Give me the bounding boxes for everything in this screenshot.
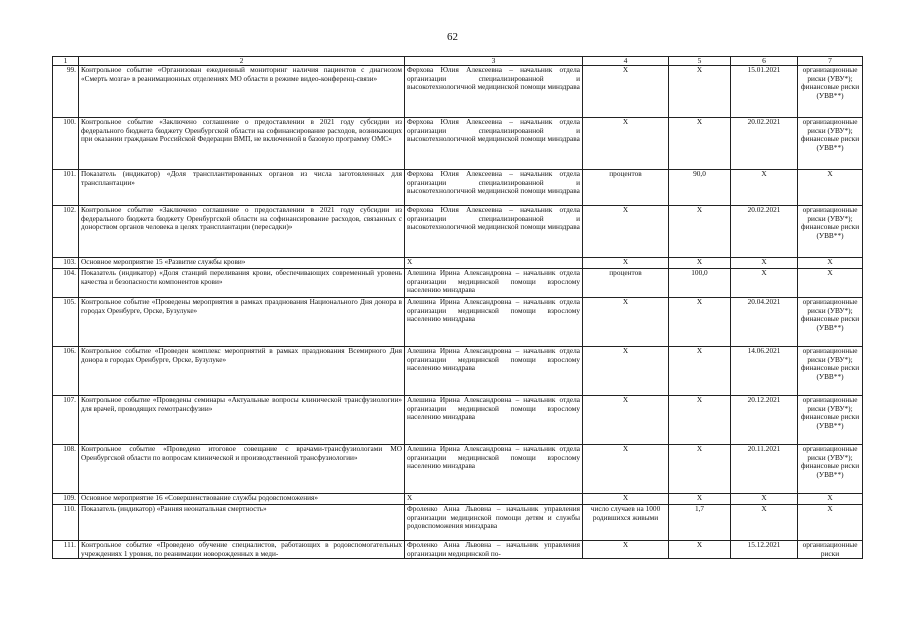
row-number: 106. bbox=[53, 347, 79, 396]
table-row bbox=[53, 170, 863, 206]
row-number: 109. bbox=[53, 494, 79, 505]
event-description: Показатель (индикатор) «Ранняя неонатальная смертность» bbox=[79, 505, 405, 541]
row-number: 107. bbox=[53, 396, 79, 445]
unit-of-measure: X bbox=[583, 347, 669, 396]
column-number: 5 bbox=[669, 57, 731, 66]
unit-of-measure: X bbox=[583, 396, 669, 445]
event-description: Контрольное событие «Проведены мероприятия в рамках празднования Национального Дня донора в городах Оренбурге, Орске, Бузулуке» bbox=[79, 298, 405, 347]
row-number: 104. bbox=[53, 269, 79, 298]
table-row bbox=[53, 396, 863, 445]
responsible-person: Ферхова Юлия Алексеевна – начальник отдела организации специализированной и высокотехнологичной медицинской помощи минздрава bbox=[405, 170, 583, 206]
deadline-date: X bbox=[731, 170, 798, 206]
deadline-date: 20.02.2021 bbox=[731, 118, 798, 170]
risk-description: X bbox=[798, 258, 863, 269]
indicator-value: X bbox=[669, 66, 731, 118]
indicator-value: X bbox=[669, 541, 731, 559]
deadline-date: X bbox=[731, 494, 798, 505]
event-description: Показатель (индикатор) «Доля станций переливания крови, обеспечивающих современный уровень качества и безопасности компонентов крови» bbox=[79, 269, 405, 298]
responsible-person: Ферхова Юлия Алексеевна – начальник отдела организации специализированной и высокотехнологичной медицинской помощи минздрава bbox=[405, 206, 583, 258]
risk-description: организационные риски (УВУ*); финансовые риски (УВВ**) bbox=[798, 118, 863, 170]
event-description: Контрольное событие «Организован ежедневный мониторинг наличия пациентов с диагнозом «Смерть мозга» в реанимационных отделениях МО области в режиме видео-конференц-связи» bbox=[79, 66, 405, 118]
indicator-value: 100,0 bbox=[669, 269, 731, 298]
row-number: 110. bbox=[53, 505, 79, 541]
table-row bbox=[53, 445, 863, 494]
event-description: Контрольное событие «Проведен комплекс мероприятий в рамках празднования Всемирного Дня донора в городах Оренбурге, Орске, Бузулуке» bbox=[79, 347, 405, 396]
row-number: 100. bbox=[53, 118, 79, 170]
deadline-date: 20.11.2021 bbox=[731, 445, 798, 494]
unit-of-measure: X bbox=[583, 206, 669, 258]
deadline-date: 15.12.2021 bbox=[731, 541, 798, 559]
risk-description: организационные риски (УВУ*); финансовые риски (УВВ**) bbox=[798, 206, 863, 258]
column-number: 1 bbox=[53, 57, 79, 66]
table-row bbox=[53, 298, 863, 347]
column-number: 4 bbox=[583, 57, 669, 66]
responsible-person: Фроленко Анна Львовна – начальник управления организации медицинской помощи детям и службы родовспоможения минздрава bbox=[405, 505, 583, 541]
table-row bbox=[53, 347, 863, 396]
indicator-value: X bbox=[669, 118, 731, 170]
column-number: 2 bbox=[79, 57, 405, 66]
risk-description: X bbox=[798, 170, 863, 206]
deadline-date: X bbox=[731, 258, 798, 269]
responsible-person: X bbox=[405, 494, 583, 505]
responsible-person: X bbox=[405, 258, 583, 269]
table-row bbox=[53, 505, 863, 541]
page-number: 62 bbox=[447, 31, 458, 43]
unit-of-measure: X bbox=[583, 445, 669, 494]
indicator-value: X bbox=[669, 445, 731, 494]
responsible-person: Алешина Ирина Александровна – начальник отдела организации медицинской помощи взрослому населению минздрава bbox=[405, 347, 583, 396]
event-description: Контрольное событие «Проведено обучение специалистов, работающих в родовспомогательных учреждениях 1 уровня, по реанимации новорожденных в меди- bbox=[79, 541, 405, 559]
risk-description: организационные риски bbox=[798, 541, 863, 559]
table-row bbox=[53, 541, 863, 559]
column-number-row bbox=[53, 57, 863, 66]
risk-description: X bbox=[798, 505, 863, 541]
risk-description: организационные риски (УВУ*); финансовые риски (УВВ**) bbox=[798, 298, 863, 347]
column-number: 3 bbox=[405, 57, 583, 66]
unit-of-measure: X bbox=[583, 541, 669, 559]
deadline-date: 20.12.2021 bbox=[731, 396, 798, 445]
unit-of-measure: процентов bbox=[583, 269, 669, 298]
table-row bbox=[53, 66, 863, 118]
event-description: Основное мероприятие 16 «Совершенствование службы родовспоможения» bbox=[79, 494, 405, 505]
row-number: 103. bbox=[53, 258, 79, 269]
risk-description: организационные риски (УВУ*); финансовые риски (УВВ**) bbox=[798, 396, 863, 445]
row-number: 108. bbox=[53, 445, 79, 494]
unit-of-measure: X bbox=[583, 494, 669, 505]
unit-of-measure: X bbox=[583, 258, 669, 269]
risk-description: организационные риски (УВУ*); финансовые риски (УВВ**) bbox=[798, 445, 863, 494]
responsible-person: Алешина Ирина Александровна – начальник отдела организации медицинской помощи взрослому населению минздрава bbox=[405, 396, 583, 445]
risk-description: X bbox=[798, 494, 863, 505]
implementation-plan-table bbox=[52, 56, 863, 559]
unit-of-measure: X bbox=[583, 298, 669, 347]
indicator-value: 90,0 bbox=[669, 170, 731, 206]
risk-description: организационные риски (УВУ*); финансовые риски (УВВ**) bbox=[798, 347, 863, 396]
table-row bbox=[53, 269, 863, 298]
event-description: Контрольное событие «Проведено итоговое совещание с врачами-трансфузиологами МО Оренбургской области по вопросам клинической и производственной трансфузиологии» bbox=[79, 445, 405, 494]
row-number: 101. bbox=[53, 170, 79, 206]
row-number: 105. bbox=[53, 298, 79, 347]
event-description: Контрольное событие «Проведены семинары «Актуальные вопросы клинической трансфузиологии» для врачей, проводящих гемотрансфузии» bbox=[79, 396, 405, 445]
responsible-person: Алешина Ирина Александровна – начальник отдела организации медицинской помощи взрослому населению минздрава bbox=[405, 298, 583, 347]
row-number: 99. bbox=[53, 66, 79, 118]
responsible-person: Ферхова Юлия Алексеевна – начальник отдела организации специализированной и высокотехнологичной медицинской помощи минздрава bbox=[405, 118, 583, 170]
deadline-date: X bbox=[731, 505, 798, 541]
indicator-value: X bbox=[669, 298, 731, 347]
event-description: Показатель (индикатор) «Доля трансплантированных органов из числа заготовленных для трансплантации» bbox=[79, 170, 405, 206]
responsible-person: Алешина Ирина Александровна – начальник отдела организации медицинской помощи взрослому населению минздрава bbox=[405, 269, 583, 298]
column-number: 6 bbox=[731, 57, 798, 66]
unit-of-measure: X bbox=[583, 66, 669, 118]
deadline-date: 15.01.2021 bbox=[731, 66, 798, 118]
row-number: 111. bbox=[53, 541, 79, 559]
deadline-date: 20.02.2021 bbox=[731, 206, 798, 258]
indicator-value: X bbox=[669, 396, 731, 445]
column-number: 7 bbox=[798, 57, 863, 66]
risk-description: организационные риски (УВУ*); финансовые риски (УВВ**) bbox=[798, 66, 863, 118]
responsible-person: Ферхова Юлия Алексеевна – начальник отдела организации специализированной и высокотехнологичной медицинской помощи минздрава bbox=[405, 66, 583, 118]
event-description: Основное мероприятие 15 «Развитие службы крови» bbox=[79, 258, 405, 269]
responsible-person: Фроленко Анна Львовна – начальник управления организации медицинской по- bbox=[405, 541, 583, 559]
event-description: Контрольное событие «Заключено соглашение о предоставлении в 2021 году субсидии из федерального бюджета бюджету Оренбургской области на софинансирование расходов, связанных с донорством органов человека в целях трансплантации (пересадки)» bbox=[79, 206, 405, 258]
deadline-date: 14.06.2021 bbox=[731, 347, 798, 396]
unit-of-measure: число случаев на 1000 родившихся живыми bbox=[583, 505, 669, 541]
table-row bbox=[53, 258, 863, 269]
table-row bbox=[53, 118, 863, 170]
risk-description: X bbox=[798, 269, 863, 298]
indicator-value: X bbox=[669, 206, 731, 258]
deadline-date: X bbox=[731, 269, 798, 298]
indicator-value: X bbox=[669, 494, 731, 505]
table-row bbox=[53, 494, 863, 505]
unit-of-measure: процентов bbox=[583, 170, 669, 206]
unit-of-measure: X bbox=[583, 118, 669, 170]
table-row bbox=[53, 206, 863, 258]
deadline-date: 20.04.2021 bbox=[731, 298, 798, 347]
indicator-value: X bbox=[669, 347, 731, 396]
row-number: 102. bbox=[53, 206, 79, 258]
event-description: Контрольное событие «Заключено соглашение о предоставлении в 2021 году субсидии из федерального бюджета бюджету Оренбургской области на софинансирование расходов, возникающих при оказании гражданам Российской Федерации ВМП, не включенной в базовую программу ОМС» bbox=[79, 118, 405, 170]
responsible-person: Алешина Ирина Александровна – начальник отдела организации медицинской помощи взрослому населению минздрава bbox=[405, 445, 583, 494]
indicator-value: 1,7 bbox=[669, 505, 731, 541]
indicator-value: X bbox=[669, 258, 731, 269]
